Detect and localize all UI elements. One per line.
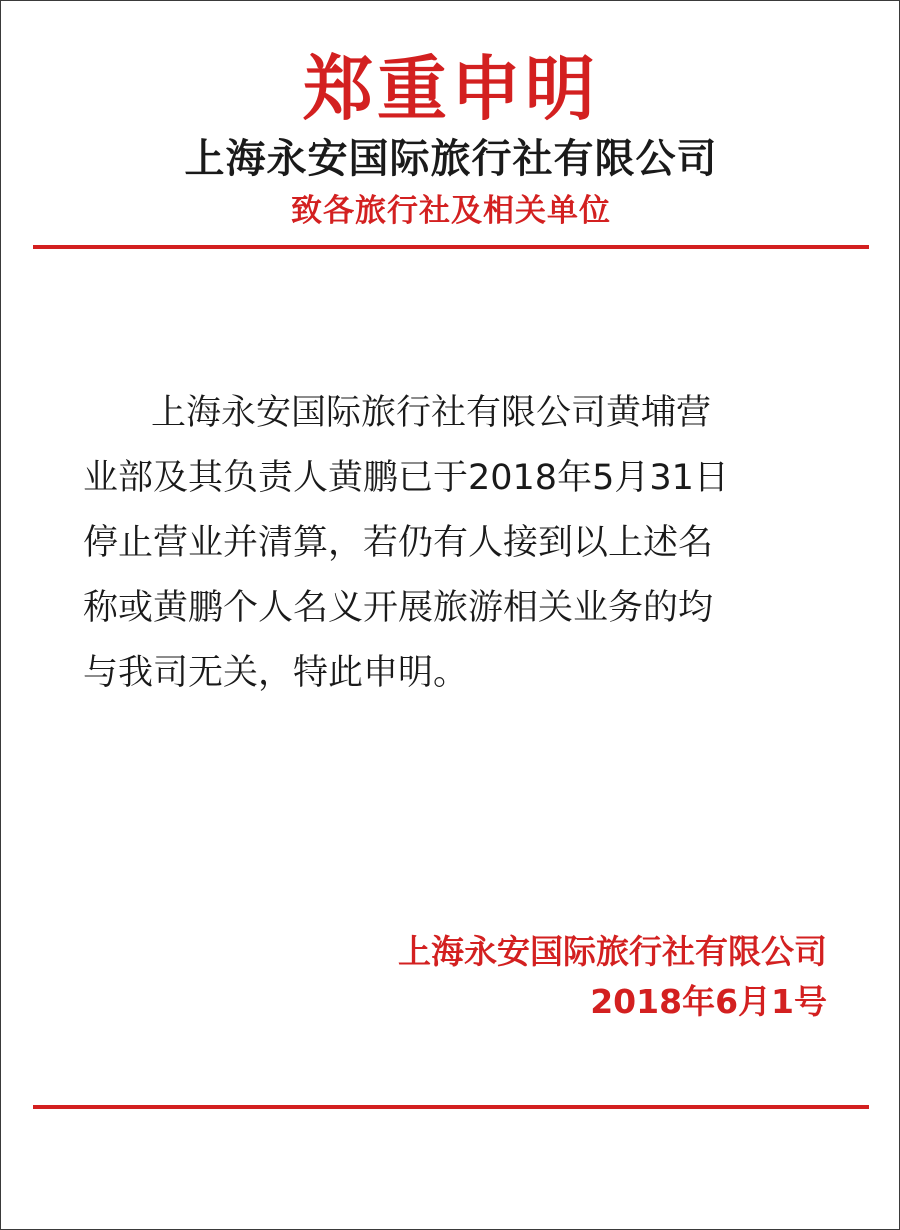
body-line-2: 业部及其负责人黄鹏已于2018年5月31日 bbox=[83, 458, 729, 498]
top-divider bbox=[33, 245, 869, 249]
body-line-1: 上海永安国际旅行社有限公司黄埔营 bbox=[151, 393, 712, 433]
bottom-divider bbox=[33, 1105, 869, 1109]
signature-company: 上海永安国际旅行社有限公司 bbox=[398, 932, 827, 971]
statement-title: 郑重申明 bbox=[303, 47, 599, 130]
company-name-heading: 上海永安国际旅行社有限公司 bbox=[184, 135, 718, 182]
body-line-4: 称或黄鹏个人名义开展旅游相关业务的均 bbox=[83, 588, 714, 628]
signature-block bbox=[398, 927, 827, 1027]
statement-body bbox=[83, 381, 819, 706]
body-line-5: 与我司无关，特此申明。 bbox=[83, 653, 469, 693]
signature-date: 2018年6月1号 bbox=[590, 982, 827, 1021]
body-line-3: 停止营业并清算，若仍有人接到以上述名 bbox=[83, 523, 714, 563]
recipient-line: 致各旅行社及相关单位 bbox=[291, 193, 611, 229]
